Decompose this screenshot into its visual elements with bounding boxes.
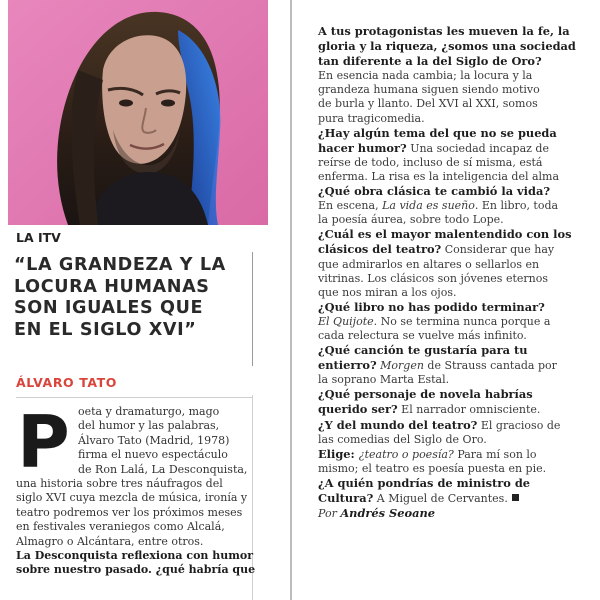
interview-line — [318, 184, 594, 199]
answer-text: mismo; el teatro es poesía puesta en pie. — [318, 461, 547, 475]
question-text: ¿A quién pondrías de ministro de — [318, 475, 531, 490]
credit-name: Andrés Seoane — [340, 506, 436, 521]
end-mark-icon — [512, 494, 519, 501]
interview-line — [318, 227, 594, 242]
interview-line — [318, 126, 594, 141]
question-text: entierro? — [318, 358, 377, 373]
interview-line — [318, 491, 594, 506]
intro-line: una historia sobre tres náufragos del — [16, 477, 223, 491]
question-text: ¿Qué libro no has podido terminar? — [318, 299, 545, 314]
question-text: tan diferente a la del Siglo de Oro? — [318, 54, 542, 69]
headline — [14, 255, 260, 341]
author-photo — [8, 0, 268, 225]
intro-line: de Ron Lalá, La Desconquista, — [78, 462, 248, 476]
answer-text: de burla y llanto. Del XVI al XXI, somos — [318, 97, 538, 111]
answer-text: Morgen — [376, 359, 424, 373]
intro-line: en festivales veraniegos como Alcalá, — [16, 520, 225, 534]
interview-line — [318, 97, 594, 111]
interview-line — [318, 373, 594, 387]
answer-text: vitrinas. Los clásicos son jóvenes eternos — [318, 271, 548, 285]
answer-text: que nos miran a los ojos. — [318, 285, 457, 299]
interview-line — [318, 112, 594, 126]
interview-line — [318, 69, 594, 83]
interview-line — [318, 272, 594, 286]
question-text: Cultura? — [318, 491, 374, 505]
intro-line: teatro podremos ver los próximos meses — [16, 505, 243, 519]
answer-text: La vida es sueño — [382, 199, 475, 213]
answer-text: A Miguel de Cervantes. — [373, 492, 508, 505]
interview-line — [318, 54, 594, 69]
interview-line — [318, 447, 594, 462]
intro-line: La Desconquista reflexiona con humor — [16, 549, 253, 563]
answer-text: la poesía áurea, sobre todo Lope. — [318, 213, 504, 227]
credit-prefix: Por — [318, 507, 341, 521]
interview-line — [318, 39, 594, 54]
portrait-illustration — [8, 0, 268, 225]
interview-line — [318, 418, 594, 433]
section-label: LA ITV — [16, 230, 61, 245]
interview-line — [318, 24, 594, 39]
question-text: ¿Cuál es el mayor malentendido con los — [318, 227, 572, 242]
answer-text: cada relectura se vuelve más infinito. — [318, 328, 527, 342]
answer-text: . No se termina nunca porque a — [373, 314, 551, 328]
intro-divider — [16, 397, 252, 398]
answer-text: Para mí son lo — [453, 447, 537, 461]
intro-line: Almagro o Alcántara, entre otros. — [16, 534, 204, 548]
answer-text: Considerar que hay — [441, 243, 555, 257]
answer-text: que admirarlos en altares o sellarlos en — [318, 257, 540, 271]
interview-line — [318, 141, 594, 156]
author-credit — [318, 506, 594, 521]
headline-line: EN EL SIGLO XVI” — [14, 319, 197, 340]
intro-line: firma el nuevo espectáculo — [78, 448, 228, 462]
answer-text: ¿teatro o poesía? — [358, 447, 454, 461]
answer-text: El Quijote — [318, 314, 374, 328]
answer-text: En esencia nada cambia; la locura y la — [318, 69, 533, 83]
headline-line: SON IGUALES QUE — [14, 298, 204, 318]
interview-line — [318, 343, 594, 358]
answer-text: Una sociedad incapaz de — [406, 141, 549, 155]
question-text: Elige: — [318, 446, 359, 461]
interview-line — [318, 433, 594, 447]
intro-line: oeta y dramaturgo, mago — [78, 405, 220, 418]
intro-line: Álvaro Tato (Madrid, 1978) — [78, 433, 230, 447]
interview-line — [318, 170, 594, 184]
question-text: ¿Hay algún tema del que no se pueda — [318, 125, 557, 140]
interview-line — [318, 300, 594, 315]
interview-line — [318, 329, 594, 343]
column-divider — [290, 0, 292, 600]
answer-text: grandeza humana siguen siendo motivo — [318, 83, 540, 97]
interviewee-name: ÁLVARO TATO — [16, 375, 118, 390]
answer-text: El narrador omnisciente. — [397, 403, 541, 417]
headline-line: “LA GRANDEZA Y LA — [14, 255, 226, 275]
answer-text: la soprano Marta Estal. — [318, 373, 450, 387]
intro-line: siglo XVI cuya mezcla de música, ironía y — [16, 491, 248, 505]
answer-text: de Strauss cantada por — [423, 359, 557, 373]
interview-line — [318, 387, 594, 402]
left-column — [0, 0, 268, 600]
interview-line — [318, 315, 594, 329]
answer-text: El gracioso de — [477, 418, 561, 432]
question-text: ¿Y del mundo del teatro? — [318, 417, 478, 432]
headline-line: LOCURA HUMANAS — [14, 276, 210, 297]
headline-rule — [252, 252, 253, 366]
intro-line: del humor y las palabras, — [78, 419, 220, 433]
question-text: ¿Qué personaje de novela habrías — [318, 387, 533, 402]
interview-line — [318, 258, 594, 272]
interview-line — [318, 358, 594, 373]
interview-column — [318, 24, 594, 521]
answer-text: las comedias del Siglo de Oro. — [318, 432, 487, 446]
question-text: A tus protagonistas les mueven la fe, la — [318, 24, 570, 38]
interview-line — [318, 476, 594, 491]
answer-text: En escena, — [318, 199, 383, 213]
question-text: querido ser? — [318, 402, 398, 417]
interview-line — [318, 83, 594, 97]
question-text: clásicos del teatro? — [318, 242, 442, 257]
interview-line — [318, 156, 594, 170]
question-text: gloria y la riqueza, ¿somos una sociedad — [318, 39, 576, 54]
intro-paragraph — [16, 400, 256, 578]
interview-line — [318, 213, 594, 227]
question-text: hacer humor? — [318, 140, 407, 155]
intro-line: sobre nuestro pasado. ¿qué habría que — [16, 563, 256, 577]
question-text: ¿Qué canción te gustaría para tu — [318, 343, 528, 358]
interview-line — [318, 462, 594, 476]
answer-text: reírse de todo, incluso de sí misma, está — [318, 155, 543, 169]
answer-text: enferma. La risa es la inteligencia del alma — [318, 169, 560, 183]
interview-line — [318, 199, 594, 213]
interview-line — [318, 402, 594, 417]
drop-cap: P — [17, 400, 70, 484]
answer-text: pura tragicomedia. — [318, 111, 425, 125]
answer-text: . En libro, toda — [474, 199, 559, 213]
interview-line — [318, 286, 594, 300]
interview-line — [318, 242, 594, 257]
question-text: ¿Qué obra clásica te cambió la vida? — [318, 184, 551, 199]
